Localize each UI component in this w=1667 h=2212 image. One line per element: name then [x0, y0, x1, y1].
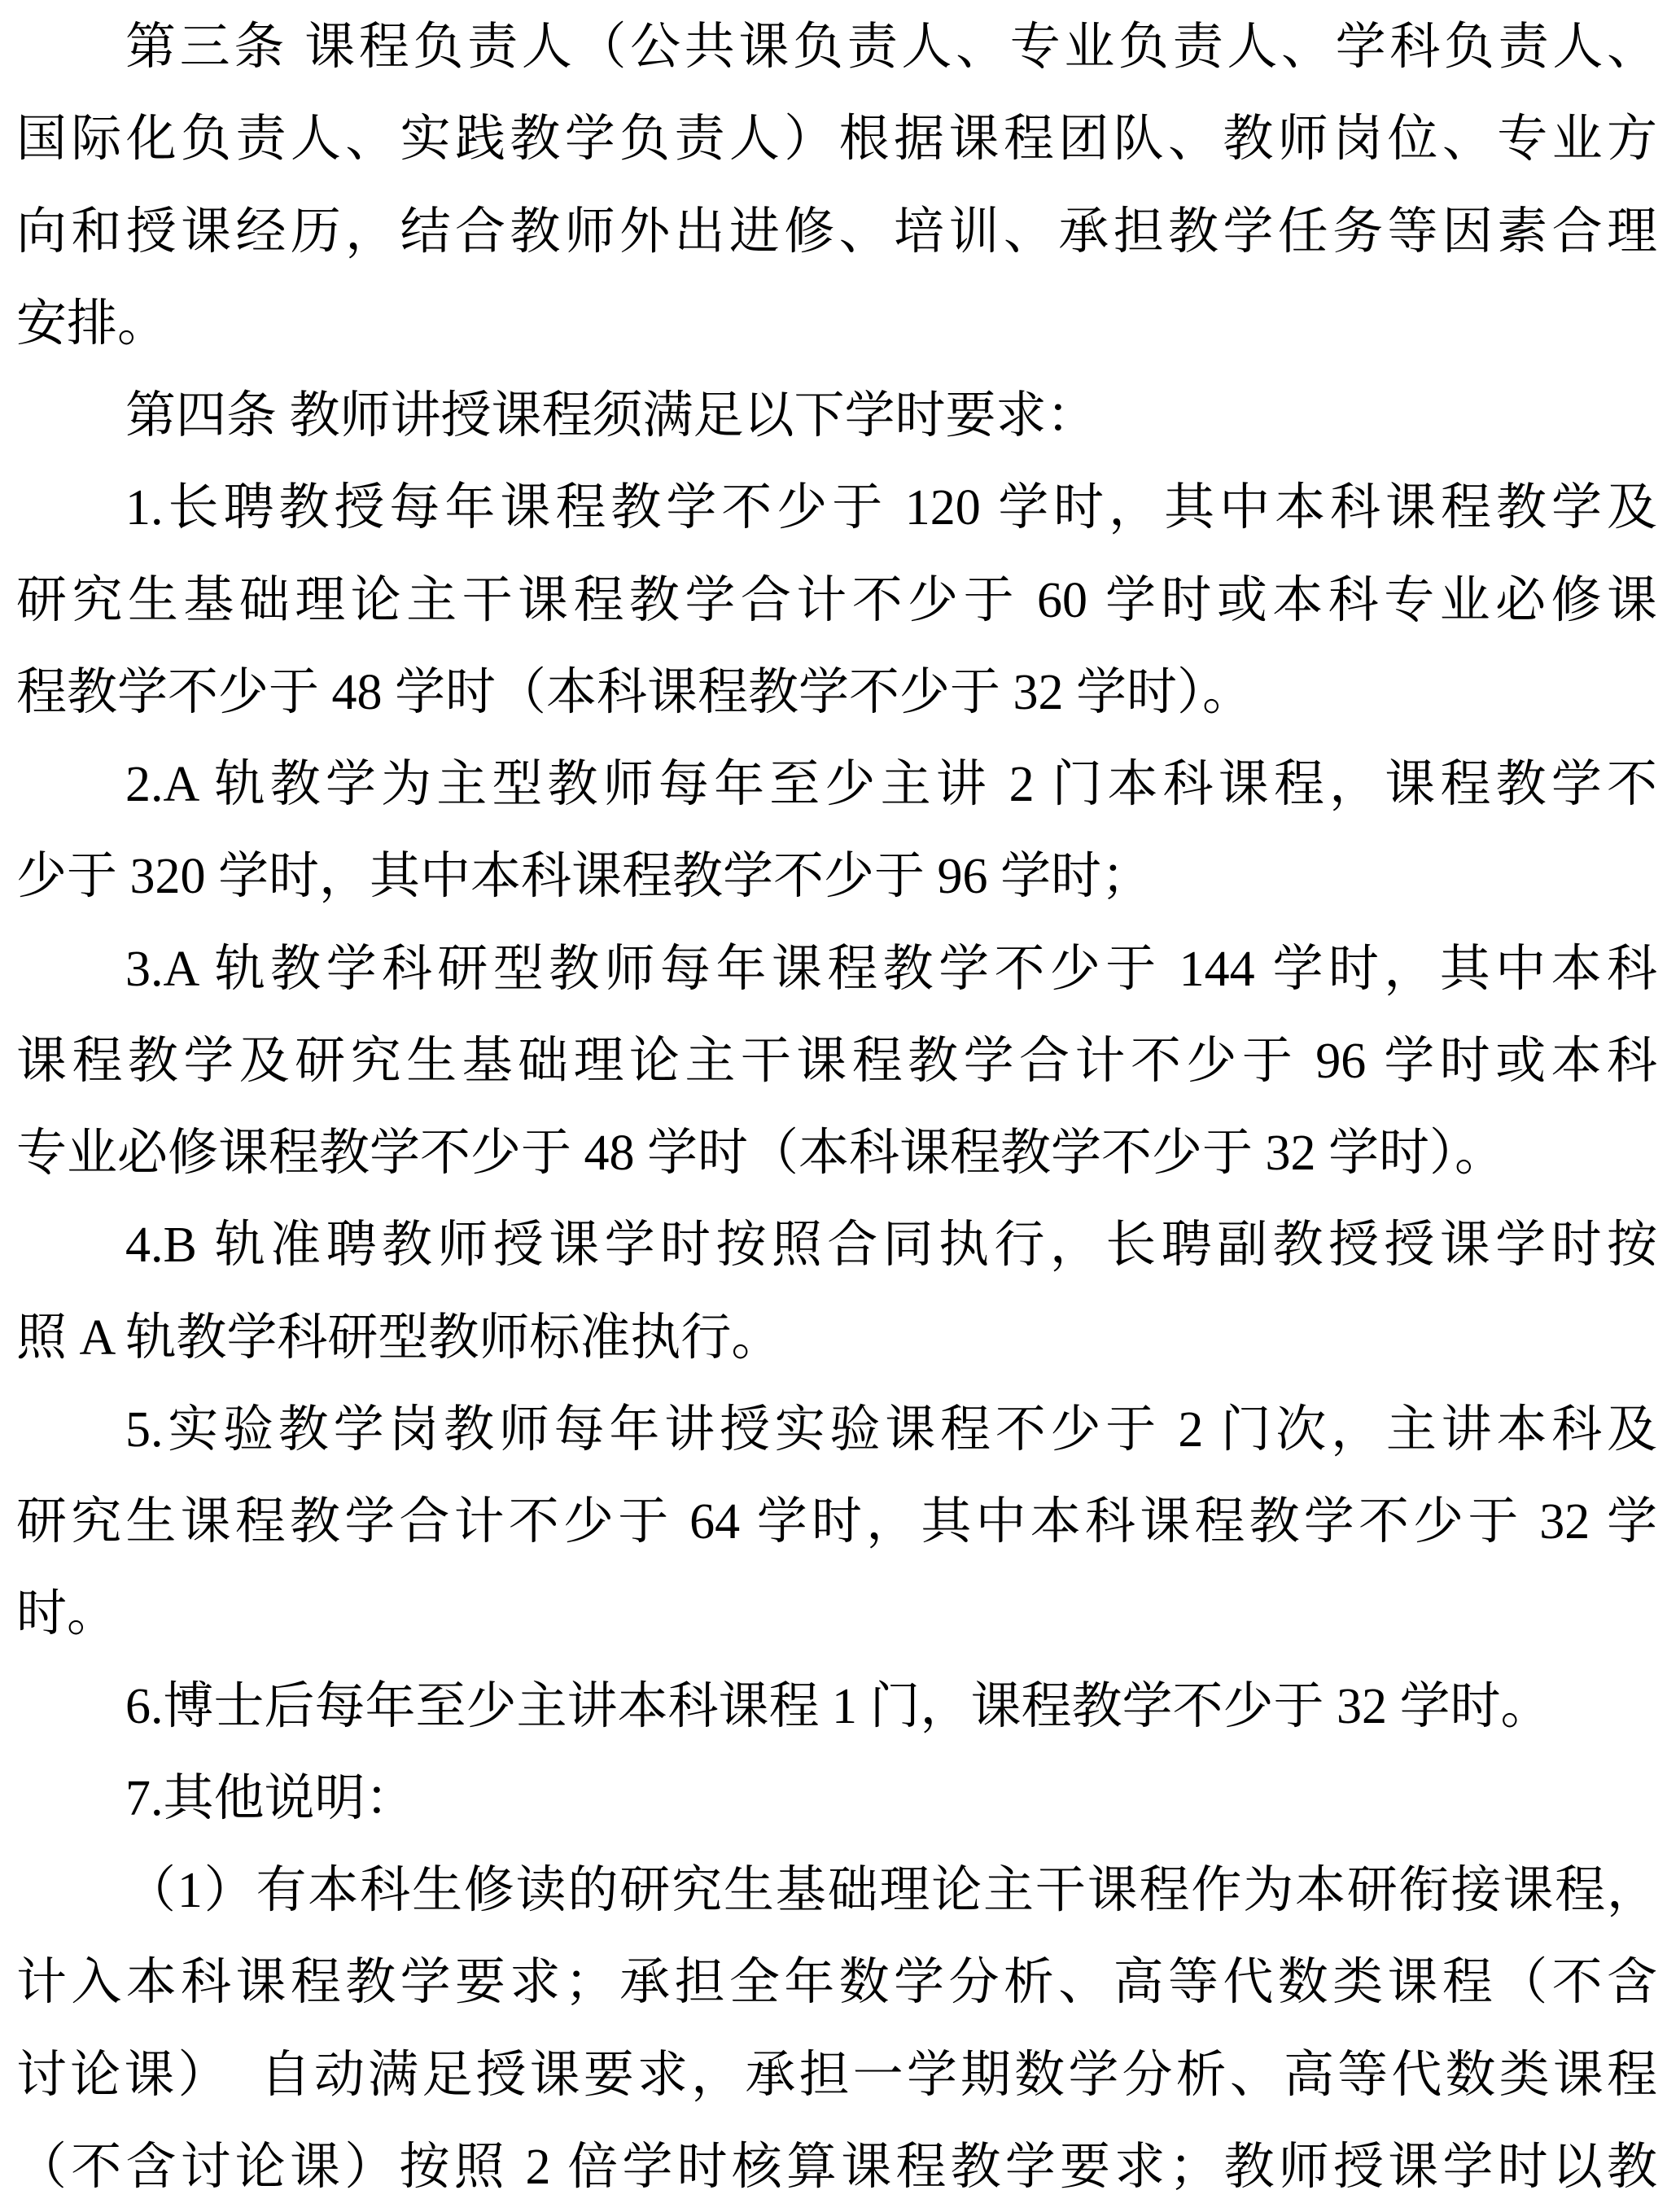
text-line: 第四条 教师讲授课程须满足以下学时要求： [125, 388, 1097, 444]
text-line: 国际化负责人、实践教学负责人）根据课程团队、教师岗位、专业方 [16, 111, 1657, 168]
text-line: 5.实验教学岗教师每年讲授实验课程不少于 2 门次，主讲本科及 [125, 1401, 1657, 1458]
text-line: 安排。 [16, 295, 168, 352]
text-line: 2.A 轨教学为主型教师每年至少主讲 2 门本科课程，课程教学不 [125, 757, 1657, 812]
text-line: 3.A 轨教学科研型教师每年课程教学不少于 144 学时，其中本科 [125, 941, 1657, 997]
text-line: 1.长聘教授每年课程教学不少于 120 学时，其中本科课程教学及 [125, 480, 1657, 536]
text-line: 向和授课经历，结合教师外出进修、培训、承担教学任务等因素合理 [16, 203, 1657, 260]
text-line: 少于 320 学时，其中本科课程教学不少于 96 学时； [16, 849, 1153, 905]
text-line: 4.B 轨准聘教师授课学时按照合同执行，长聘副教授授课学时按 [125, 1217, 1657, 1274]
text-line: （不含讨论课）按照 2 倍学时核算课程教学要求；教师授课学时以教 [16, 2139, 1657, 2195]
text-line: 讨论课） 自动满足授课要求，承担一学期数学分析、高等代数类课程 [16, 2047, 1657, 2103]
text-line: 7.其他说明： [125, 1770, 416, 1826]
text-line: 研究生课程教学合计不少于 64 学时，其中本科课程教学不少于 32 学 [16, 1494, 1657, 1550]
text-line: 6.博士后每年至少主讲本科课程 1 门，课程教学不少于 32 学时。 [125, 1678, 1551, 1734]
text-line: 时。 [16, 1586, 118, 1642]
text-line: 照 A 轨教学科研型教师标准执行。 [16, 1309, 782, 1366]
text-line: 计入本科课程教学要求；承担全年数学分析、高等代数类课程（不含 [16, 1955, 1657, 2011]
text-line: 课程教学及研究生基础理论主干课程教学合计不少于 96 学时或本科 [16, 1033, 1657, 1089]
text-line: 第三条 课程负责人（公共课负责人、专业负责人、学科负责人、 [125, 20, 1657, 75]
text-line: （1）有本科生修读的研究生基础理论主干课程作为本研衔接课程， [125, 1863, 1657, 1918]
text-line: 专业必修课程教学不少于 48 学时（本科课程教学不少于 32 学时）。 [16, 1126, 1506, 1181]
text-line: 研究生基础理论主干课程教学合计不少于 60 学时或本科专业必修课 [16, 572, 1657, 628]
text-line: 程教学不少于 48 学时（本科课程教学不少于 32 学时）。 [16, 664, 1254, 720]
